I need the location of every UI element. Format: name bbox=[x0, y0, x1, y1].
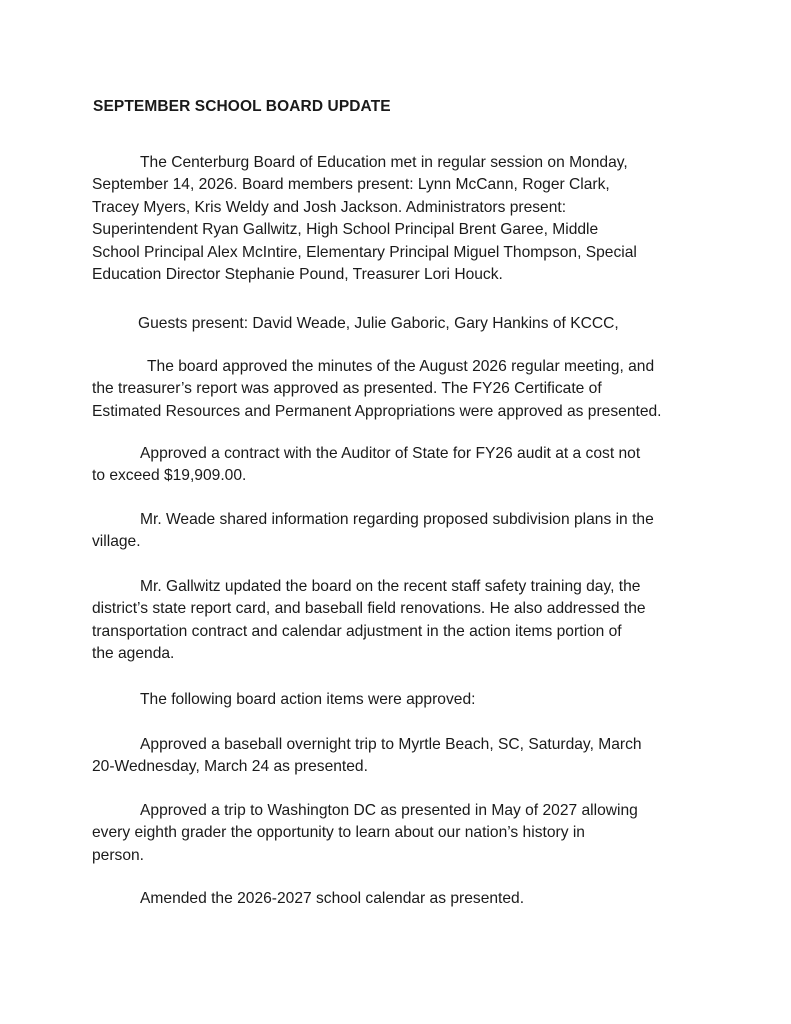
paragraph-line: Education Director Stephanie Pound, Treasurer Lori Houck. bbox=[92, 266, 503, 284]
paragraph-line: the agenda. bbox=[92, 645, 175, 663]
paragraph-line: the treasurer’s report was approved as presented. The FY26 Certificate of bbox=[92, 380, 602, 398]
paragraph-line: every eighth grader the opportunity to learn about our nation’s history in bbox=[92, 824, 585, 842]
paragraph-minutes bbox=[92, 356, 712, 423]
paragraph-line: district’s state report card, and baseball field renovations. He also addressed the bbox=[92, 600, 646, 618]
paragraph-line: Tracey Myers, Kris Weldy and Josh Jackson. Administrators present: bbox=[92, 198, 567, 216]
paragraph-line: Approved a trip to Washington DC as presented in May of 2027 allowing bbox=[140, 802, 638, 819]
paragraph-line: Superintendent Ryan Gallwitz, High School Principal Brent Garee, Middle bbox=[92, 221, 599, 239]
paragraph-line: Amended the 2026-2027 school calendar as presented. bbox=[140, 890, 525, 907]
paragraph-line: transportation contract and calendar adjustment in the action items portion of bbox=[92, 622, 622, 640]
paragraph-superintendent-update bbox=[92, 576, 712, 666]
paragraph-line: The following board action items were approved: bbox=[140, 691, 476, 708]
paragraph-line: The Centerburg Board of Education met in regular session on Monday, bbox=[140, 154, 628, 171]
paragraph-line: Guests present: David Weade, Julie Gaboric, Gary Hankins of KCCC, bbox=[138, 315, 619, 332]
paragraph-line: The board approved the minutes of the August 2026 regular meeting, and bbox=[147, 358, 655, 375]
paragraph-guests bbox=[92, 313, 712, 335]
paragraph-line: Estimated Resources and Permanent Appropriations were approved as presented. bbox=[92, 402, 662, 420]
paragraph-line: to exceed $19,909.00. bbox=[92, 467, 247, 485]
paragraph-calendar bbox=[92, 888, 712, 910]
paragraph-line: 20-Wednesday, March 24 as presented. bbox=[92, 758, 368, 776]
paragraph-line: Mr. Gallwitz updated the board on the recent staff safety training day, the bbox=[140, 578, 641, 595]
paragraph-line: village. bbox=[92, 533, 141, 551]
paragraph-line: Mr. Weade shared information regarding proposed subdivision plans in the bbox=[140, 511, 654, 528]
paragraph-line: September 14, 2026. Board members present: Lynn McCann, Roger Clark, bbox=[92, 176, 610, 194]
document-title: SEPTEMBER SCHOOL BOARD UPDATE bbox=[93, 98, 391, 115]
paragraph-line: Approved a contract with the Auditor of State for FY26 audit at a cost not bbox=[140, 445, 641, 462]
paragraph-line: Approved a baseball overnight trip to Myrtle Beach, SC, Saturday, March bbox=[140, 736, 642, 753]
paragraph-action-items bbox=[92, 689, 712, 711]
paragraph-baseball-trip bbox=[92, 734, 712, 779]
paragraph-line: School Principal Alex McIntire, Elementary Principal Miguel Thompson, Special bbox=[92, 243, 637, 261]
paragraph-washington-trip bbox=[92, 800, 712, 867]
paragraph-line: person. bbox=[92, 846, 145, 864]
paragraph-subdivision bbox=[92, 509, 712, 554]
paragraph-session bbox=[92, 152, 712, 286]
paragraph-auditor-contract bbox=[92, 443, 712, 488]
